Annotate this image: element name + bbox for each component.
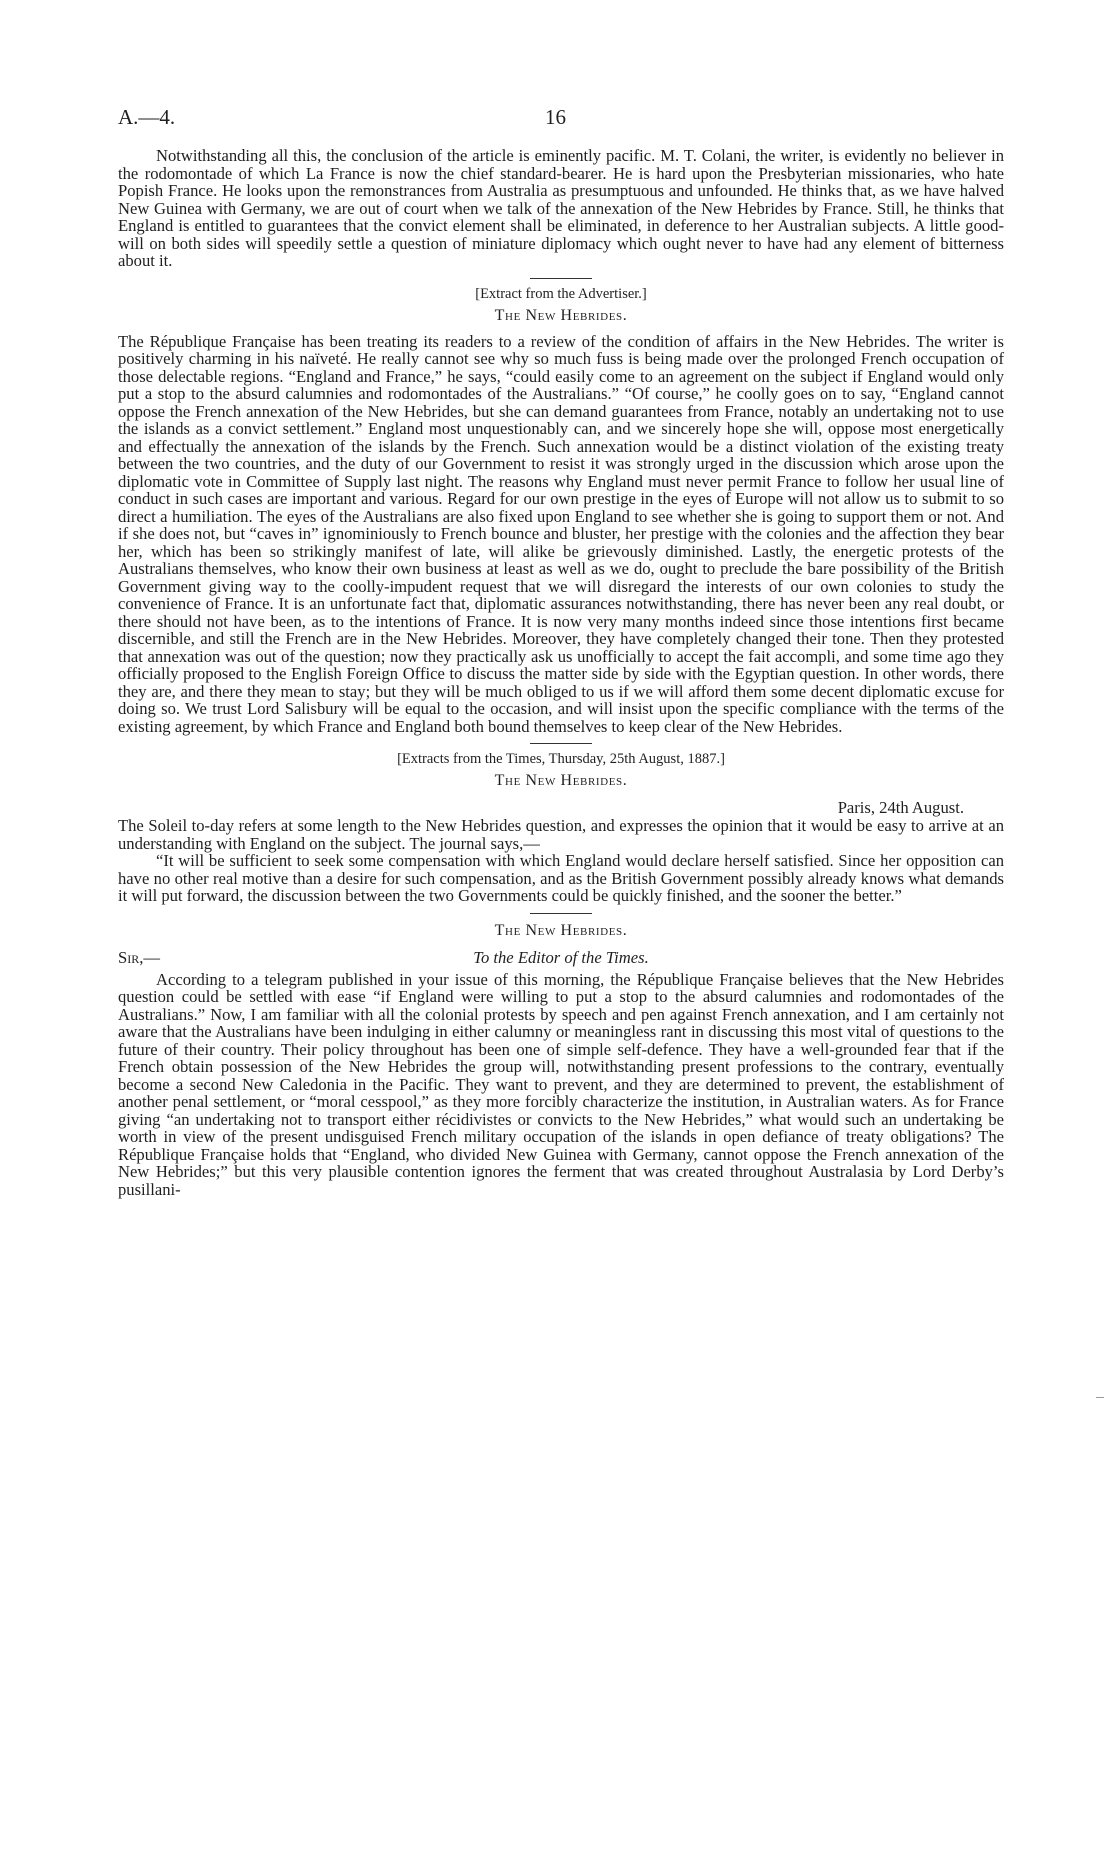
margin-mark bbox=[1096, 1397, 1104, 1398]
advertiser-heading: The New Hebrides. bbox=[494, 306, 628, 324]
page-header bbox=[118, 105, 1004, 137]
times-source-line: [Extracts from the Times, Thursday, 25th August, 1887.] bbox=[397, 751, 725, 767]
intro-paragraph: Notwithstanding all this, the conclusion of the article is eminently pacific. M. T. Colani, the writer, is evidently no believer in the rodomontade of which La France is now the chief standard-bearer. He is hard upon the Presbyterian missionaries, who hate Popish France. He looks upon the remonstrances from Australia as presumptuous and unfounded. He thinks that, as we have halved New Guinea with Germany, we are out of court when we talk of the annexation of the New Hebrides by France. Still, he thinks that England is entitled to guarantees that the convict element shall be eliminated, in deference to her Australian subjects. A little good-will on both sides will speedily settle a question of miniature diplomacy which ought never to have had any element of bitterness about it. bbox=[118, 146, 1004, 270]
advertiser-source-line: [Extract from the Advertiser.] bbox=[475, 285, 647, 302]
document-reference: A.—4. bbox=[118, 105, 176, 129]
times-dateline: Paris, 24th August. bbox=[837, 798, 964, 817]
page-number: 16 bbox=[545, 105, 566, 129]
letter-paragraph: According to a telegram published in your issue of this morning, the République Française believes that the New Hebrides question could be settled with ease “if England were willing to put a stop to the absurd calumnies and rodomontades of the Australians.” Now, I am familiar with all the colonial protests by speech and pen against French annexation, and I am certainly not aware that the Australians have been indulging in either calumny or meaningless rant in discussing this most vital of questions to the future of their country. Their policy throughout has been one of simple self-defence. They have a well-grounded fear that if the French obtain possession of the New Hebrides the group will, notwithstanding present professions to the contrary, eventually become a second New Caledonia in the Pacific. They want to prevent, and they are determined to prevent, the establishment of another penal settlement, or “moral cesspool,” as they more forcibly characterize the institution, in Australian waters. As for France giving “an undertaking not to transport either récidivistes or convicts to the New Hebrides,” what would such an undertaking be worth in view of the present undisguised French military occupation of the islands in open defiance of treaty obligations? The République Française holds that “England, who divided New Guinea with Germany, cannot oppose the French annexation of the New Hebrides;” but this very plausible contention ignores the ferment that was created throughout Australasia by Lord Derby’s pusillani- bbox=[118, 969, 1004, 1199]
times-paragraph: The Soleil to-day refers at some length to the New Hebrides question, and expresses the opinion that it would be easy to arrive at an understanding with England on the subject. The journal says,— bbox=[118, 816, 1004, 853]
times-quotation: “It will be sufficient to seek some compensation with which England would declare herself satisfied. Since her opposition can have no other real motive than a desire for such compensation, and as the British Government possibly already knows what demands it will put forward, the discussion between the two Governments could be quickly finished, and the sooner the better.” bbox=[118, 851, 1004, 905]
times-heading: The New Hebrides. bbox=[494, 772, 628, 789]
section-divider bbox=[530, 278, 592, 279]
advertiser-paragraph: The République Française has been treating its readers to a review of the condition of affairs in the New Hebrides. The writer is positively charming in his naïveté. He really cannot see why so much fuss is being made over the prolonged French occupation of those delectable regions. “England and France,” he says, “could easily come to an agreement on the subject if England would only put a stop to the absurd calumnies and rodomontades of the Australians.” “Of course,” he coolly goes on to say, “England cannot oppose the French annexation of the New Hebrides, but she can demand guarantees from France, notably an undertaking not to use the islands as a convict settlement.” England most unquestionably can, and we sincerely hope she will, oppose most energetically and effectually the annexation of the islands by the French. Such annexation would be a distinct violation of the existing treaty between the two countries, and the duty of our Government to resist it was strongly urged in the discussion which arose upon the diplomatic vote in Committee of Supply last night. The reasons why England must never permit France to follow her usual line of conduct in such cases are important and various. Regard for our own prestige in the eyes of Europe will not allow us to submit to so direct a humiliation. The eyes of the Australians are also fixed upon England to see whether she is going to support them or not. And if she does not, but “caves in” ignominiously to French bounce and bluster, her prestige with the colonies and the affection they bear her, which has been so strikingly manifest of late, will alike be grievously diminished. Lastly, the energetic protests of the Australians themselves, who know their own business at least as well as we do, ought to preclude the bare possibility of the British Government giving way to the coolly-impudent request that we will disregard the interests of our own colonies to study the convenience of France. It is an unfortunate fact that, diplomatic assurances notwithstanding, there has never been any real doubt, or there should not have been, as to the intentions of France. It is now very many months indeed since those intentions first became discernible, and still the French are in the New Hebrides. Moreover, they have completely changed their tone. Then they protested that annexation was out of the question; now they practically ask us unofficially to accept the fait accompli, and some time ago they officially proposed to the English Foreign Office to discuss the matter side by side with the Egyptian question. In other words, there they are, and there they mean to stay; but they will be much obliged to us if we will afford them some decent diplomatic excuse for doing so. We trust Lord Salisbury will be equal to the occasion, and will insist upon the specific compliance with the terms of the existing agreement, by which France and England both bound themselves to keep clear of the New Hebrides. bbox=[118, 331, 1004, 736]
letter-salutation: Sir,— bbox=[118, 947, 160, 967]
letter-addressee: To the Editor of the Times. bbox=[473, 947, 649, 967]
section-divider bbox=[530, 913, 592, 914]
letter-heading: The New Hebrides. bbox=[494, 921, 628, 939]
section-divider bbox=[530, 743, 592, 744]
letter-header bbox=[118, 948, 1004, 969]
